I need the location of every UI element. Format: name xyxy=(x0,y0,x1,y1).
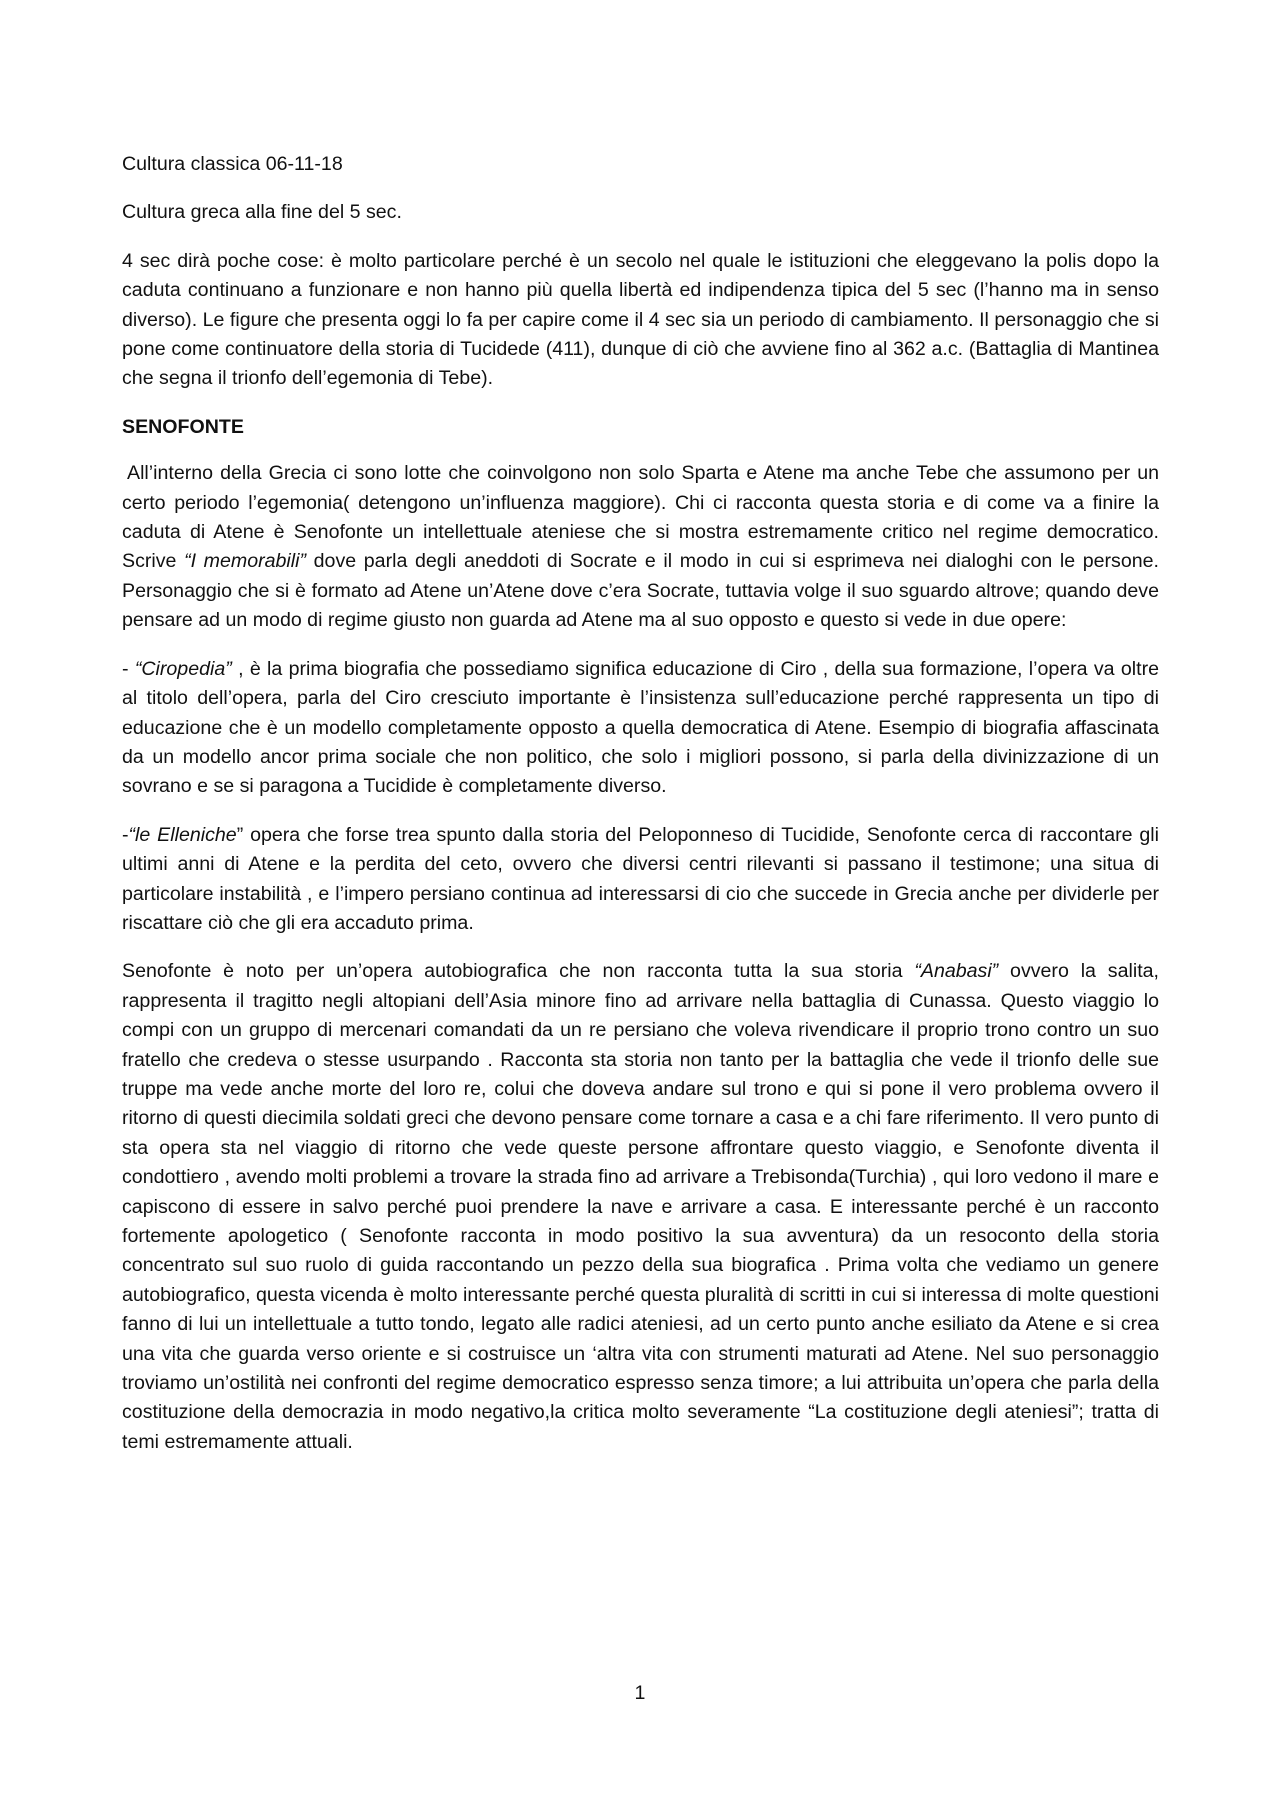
text-run: ovvero la salita, rappresenta il tragitto negli altopiani dell’Asia minore fino ad arrivare nella battaglia di Cunassa. Questo viaggio lo compi con un gruppo di mercenari comandati da un re persiano che voleva rivendicare il proprio trono contro un suo fratello che credeva o stesse usurpando . Racconta sta storia non tanto per la battaglia che vede il trionfo delle sue truppe ma vede anche morte del loro re, colui che doveva andare sul trono e qui si pone il vero problema ovvero il ritorno di questi diecimila soldati greci che devono pensare come tornare a casa e a chi fare riferimento. Il vero punto di sta opera sta nel viaggio di ritorno che vede queste persone affrontare questo viaggio, e Senofonte diventa il condottiero , avendo molti problemi a trovare la strada fino ad arrivare a Trebisonda(Turchia) , qui loro vedono il mare e capiscono di essere in salvo perché puoi prendere la nave e arrivare a casa. E interessante perché è un racconto fortemente apologetico ( Senofonte racconta in modo positivo la sua avventura) da un resoconto della storia concentrato sul suo ruolo di guida raccontando un pezzo della sua biografica . Prima volta che vediamo un genere autobiografico, questa vicenda è molto interessante perché questa pluralità di scritti in cui si interessa di molte questioni fanno di lui un intellettuale a tutto tondo, legato alle radici ateniesi, ad un certo punto anche esiliato da Atene e si crea una vita che guarda verso oriente e si costruisce un ‘altra vita con strumenti maturati ad Atene. Nel suo personaggio troviamo un’ostilità nei confronti del regime democratico espresso senza timore; a lui attribuita un’opera che parla della costituzione della democrazia in modo negativo,la critica molto severamente “La costituzione degli ateniesi”; tratta di temi estremamente attuali. xyxy=(122,960,1159,1453)
text-run: All’interno della Grecia ci sono lotte che coinvolgono non solo Sparta e Atene ma anche Tebe che assumono per un certo periodo l’egemonia( detengono un’influenza maggiore). Chi ci racconta questa storia e di come va a finire la caduta di Atene è Senofonte un intellettuale ateniese che si mostra estremamente critico nel regime democratico. Scrive xyxy=(122,462,1159,573)
section-heading: SENOFONTE xyxy=(122,415,244,438)
document-topic-line: Cultura greca alla fine del 5 sec. xyxy=(122,201,402,224)
list-dash: - xyxy=(122,823,129,846)
text-run: ” opera che forse trea spunto dalla storia del Peloponneso di Tucidide, Senofonte cerca di raccontare gli ultimi anni di Atene e la perdita del ceto, ovvero che diversi centri rilevanti si passano il testimone; una situa di particolare instabilità , e l’impero persiano continua ad interessarsi di cio che succede in Grecia anche per dividerle per riscattare ciò che gli era accaduto prima. xyxy=(122,823,1160,934)
list-dash: - xyxy=(122,657,135,680)
paragraph-anabasi xyxy=(122,957,1159,1457)
document-date-line: Cultura classica 06-11-18 xyxy=(122,153,343,175)
text-run: , è la prima biografia che possediamo significa educazione di Ciro , della sua formazione, l’opera va oltre al titolo dell’opera, parla del Ciro cresciuto importante è l’insistenza sull’educazione perché rappresenta un tipo di educazione che è un modello completamente opposto a quella democratica di Atene. Esempio di biografia affascinata da un modello ancor prima sociale che non politico, che solo i migliori possono, si parla della divinizzazione di un sovrano e se si paragona a Tucidide è completamente diverso. xyxy=(122,657,1159,798)
work-title-memorabili: “I memorabili” xyxy=(184,550,307,573)
work-title-elleniche: “le Elleniche xyxy=(128,823,237,846)
page-number: 1 xyxy=(634,1682,646,1704)
document-body xyxy=(122,150,1159,1476)
work-title-ciropedia: “Ciropedia” xyxy=(134,657,232,680)
text-run: Senofonte è noto per un’opera autobiografica che non racconta tutta la sua storia xyxy=(122,960,915,983)
intro-paragraph: 4 sec dirà poche cose: è molto particolare perché è un secolo nel quale le istituzioni che eleggevano la polis dopo la caduta continuano a funzionare e non hanno più quella libertà ed indipendenza tipica del 5 sec (l’hanno ma in senso diverso). Le figure che presenta oggi lo fa per capire come il 4 sec sia un periodo di cambiamento. Il personaggio che si pone come continuatore della storia di Tucidede (411), dunque di ciò che avviene fino al 362 a.c. (Battaglia di Mantinea che segna il trionfo dell’egemonia di Tebe). xyxy=(122,249,1159,390)
text-run: dove parla degli aneddoti di Socrate e il modo in cui si esprimeva nei dialoghi con le persone. Personaggio che si è formato ad Atene un’Atene dove c’era Socrate, tuttavia volge il suo sguardo altrove; quando deve pensare ad un modo di regime giusto non guarda ad Atene ma al suo opposto e questo si vede in due opere: xyxy=(122,550,1159,632)
paragraph-elleniche xyxy=(122,821,1159,939)
paragraph-grecia xyxy=(122,459,1159,635)
paragraph-ciropedia xyxy=(122,655,1159,802)
work-title-anabasi: “Anabasi” xyxy=(914,960,999,983)
